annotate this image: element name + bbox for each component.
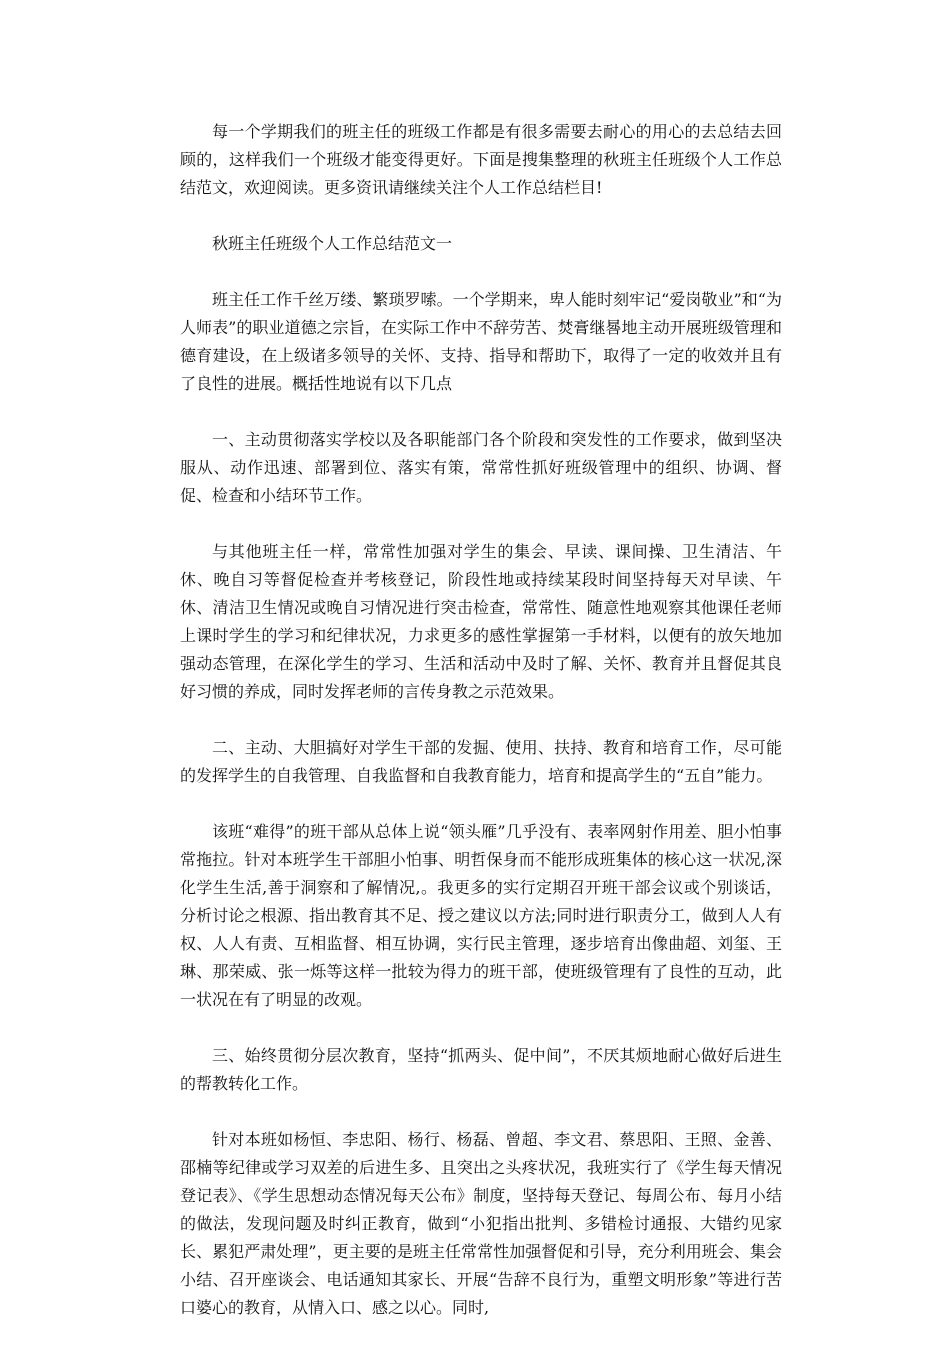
section-heading-2: 二、主动、大胆搞好对学生干部的发掘、使用、扶持、教育和培育工作，尽可能的发挥学生的自我管理、自我监督和自我教育能力，培育和提高学生的“五自”能力。 bbox=[180, 738, 782, 785]
body-paragraph-1: 班主任工作千丝万缕、繁琐罗嗦。一个学期来，卑人能时刻牢记“爱岗敬业”和“为人师表”的职业道德之宗旨，在实际工作中不辞劳苦、焚膏继晷地主动开展班级管理和德育建设，在上级诸多领导的关怀、支持、指导和帮助下，取得了一定的收效并且有了良性的进展。概括性地说有以下几点 bbox=[180, 290, 782, 393]
body-paragraph-2: 与其他班主任一样，常常性加强对学生的集会、早读、课间操、卫生清洁、午休、晚自习等督促检查并考核登记，阶段性地或持续某段时间坚持每天对早读、午休、清洁卫生情况或晚自习情况进行突击检查，常常性、随意性地观察其他课任老师上课时学生的学习和纪律状况，力求更多的感性掌握第一手材料，以便有的放矢地加强动态管理，在深化学生的学习、生活和活动中及时了解、关怀、教育并且督促其良好习惯的养成，同时发挥老师的言传身教之示范效果。 bbox=[180, 542, 782, 701]
body-paragraph-4: 针对本班如杨恒、李忠阳、杨行、杨磊、曾超、李文君、蔡思阳、王照、金善、邵楠等纪律或学习双差的后进生多、且突出之头疼状况，我班实行了《学生每天情况登记表》、《学生思想动态情况每天公布》制度，坚持每天登记、每周公布、每月小结的做法，发现问题及时纠正教育，做到“小犯指出批判、多错检讨通报、大错约见家长、累犯严肃处理”，更主要的是班主任常常性加强督促和引导，充分利用班会、集会小结、召开座谈会、电话通知其家长、开展“告辞不良行为，重塑文明形象”等进行苦口婆心的教育，从情入口、感之以心。同时, bbox=[180, 1130, 782, 1317]
article-title: 秋班主任班级个人工作总结范文一 bbox=[212, 234, 453, 253]
document-body bbox=[180, 118, 782, 1350]
body-paragraph-3: 该班“难得”的班干部从总体上说“领头雁”几乎没有、表率网射作用差、胆小怕事常拖拉。针对本班学生干部胆小怕事、明哲保身而不能形成班集体的核心这一状况,深化学生生活,善于洞察和了解情况,。我更多的实行定期召开班干部会议或个别谈话，分析讨论之根源、指出教育其不足、授之建议以方法;同时进行职责分工，做到人人有权、人人有责、互相监督、相互协调，实行民主管理，逐步培育出像曲超、刘玺、王琳、那荣威、张一烁等这样一批较为得力的班干部，使班级管理有了良性的互动，此一状况在有了明显的改观。 bbox=[180, 822, 782, 1009]
intro-paragraph: 每一个学期我们的班主任的班级工作都是有很多需要去耐心的用心的去总结去回顾的，这样我们一个班级才能变得更好。下面是搜集整理的秋班主任班级个人工作总结范文，欢迎阅读。更多资讯请继续关注个人工作总结栏目! bbox=[180, 122, 782, 197]
section-heading-1: 一、主动贯彻落实学校以及各职能部门各个阶段和突发性的工作要求，做到坚决服从、动作迅速、部署到位、落实有策，常常性抓好班级管理中的组织、协调、督促、检查和小结环节工作。 bbox=[180, 430, 782, 505]
section-heading-3: 三、始终贯彻分层次教育，坚持“抓两头、促中间”，不厌其烦地耐心做好后进生的帮教转化工作。 bbox=[180, 1046, 782, 1093]
